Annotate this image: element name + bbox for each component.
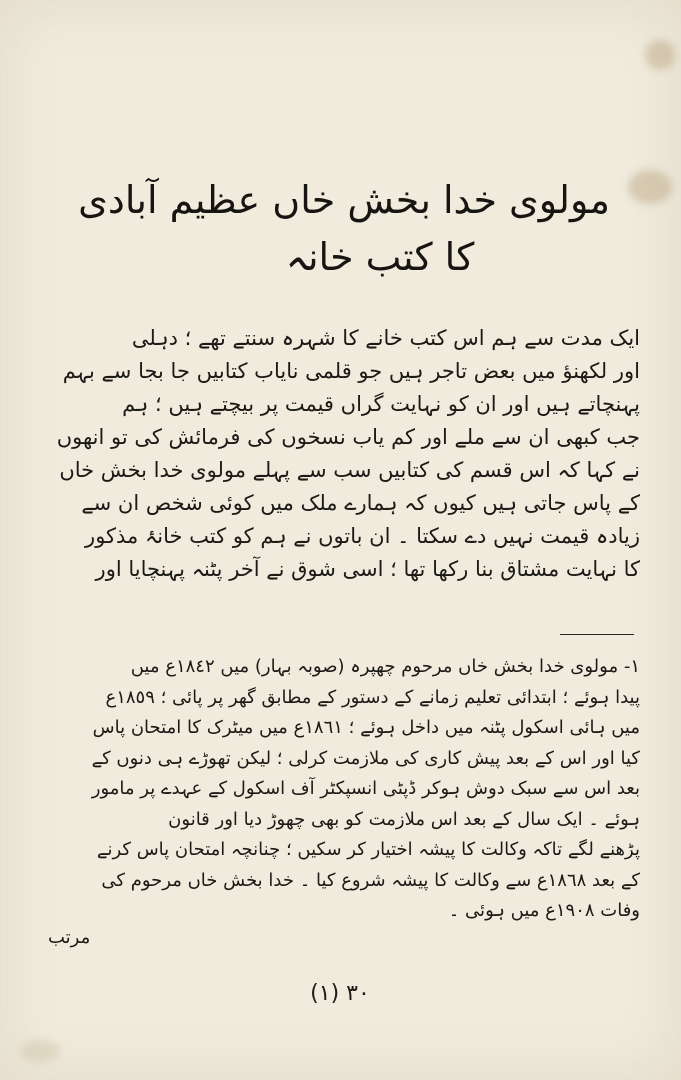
footnote-line: وفات ١٩٠٨ع میں ہوئی ۔: [448, 900, 640, 921]
paragraph-line: کے پاس جاتی ہیں کیوں کہ ہمارے ملک میں کوئی شخص ان سے: [81, 491, 640, 515]
footnote-line: کے بعد ١٨٦٨ع سے وکالت کا پیشہ شروع کیا ۔ خدا بخش خاں مرحوم کی: [101, 869, 640, 891]
chapter-title-line-1: مولوی خدا بخش خاں عظیم آبادی: [78, 178, 610, 222]
footnote-line: میں ہائی اسکول پٹنہ میں داخل ہوئے ؛ ١٨٦١ع میں میٹرک کا امتحان پاس: [92, 717, 640, 738]
footnote-line: پیدا ہوئے ؛ ابتدائی تعلیم زمانے کے دستور کے مطابق گھر پر پائی ؛ ١٨٥٩ع: [105, 686, 640, 708]
paragraph-line: نے کہا کہ اس قسم کی کتابیں سب سے پہلے مولوی خدا بخش خاں: [59, 458, 640, 482]
paragraph-line: جب کبھی ان سے ملے اور کم یاب نسخوں کی فرمائش کی تو انھوں: [56, 425, 640, 449]
paper-stain: [645, 40, 675, 70]
main-paragraph: [40, 322, 640, 586]
footnote: [40, 652, 640, 927]
paragraph-line: ایک مدت سے ہم اس کتب خانے کا شہرہ سنتے تھے ؛ دہلی: [131, 326, 640, 350]
chapter-title-line-2: کا کتب خانہ: [285, 235, 475, 279]
footnote-line: کیا اور اس کے بعد پیش کاری کی ملازمت کرلی ؛ لیکن تھوڑے ہی دنوں کے: [91, 747, 640, 769]
footnote-divider: [560, 634, 634, 635]
paragraph-line: زیادہ قیمت نہیں دے سکتا ۔ ان باتوں نے ہم کو کتب خانۂ مذکور: [85, 524, 640, 548]
paper-stain: [628, 170, 672, 204]
page-number: ٣٠ (١): [310, 981, 370, 1006]
footnote-line: پڑھنے لگے تاکہ وکالت کا پیشہ اختیار کر سکیں ؛ چنانچہ امتحان پاس کرنے: [96, 839, 640, 860]
editor-mark: مرتب: [48, 927, 91, 948]
footnote-line: ١- مولوی خدا بخش خاں مرحوم چھپرہ (صوبہ بہار) میں ١٨٤٢ع میں: [130, 656, 640, 677]
paragraph-line: پہنچاتے ہیں اور ان کو نہایت گراں قیمت پر بیچتے ہیں ؛ ہم: [122, 392, 640, 416]
footnote-line: بعد اس سے سبک دوش ہوکر ڈپٹی انسپکٹر آف اسکول کے عہدے پر مامور: [91, 778, 640, 799]
footnote-line: ہوئے ۔ ایک سال کے بعد اس ملازمت کو بھی چھوڑ دیا اور قانون: [168, 808, 640, 830]
paragraph-line: کا نہایت مشتاق بنا رکھا تھا ؛ اسی شوق نے آخر پٹنہ پہنچایا اور: [95, 557, 640, 581]
paragraph-line: اور لکھنؤ میں بعض تاجر ہیں جو قلمی نایاب کتابیں جا بجا سے بہم: [62, 359, 640, 383]
paper-stain: [20, 1040, 60, 1062]
